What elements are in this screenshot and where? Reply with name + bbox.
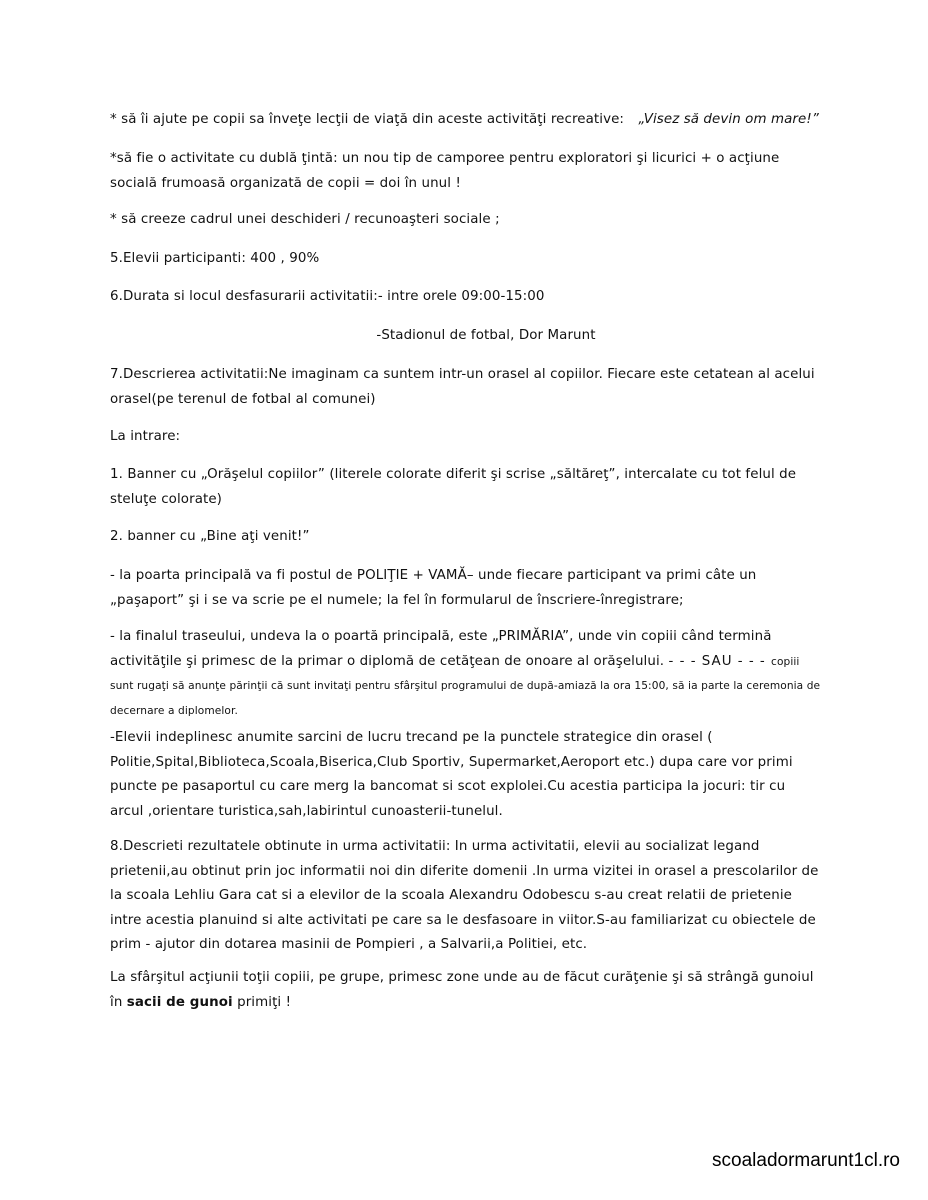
paragraph-text: * să îi ajute pe copii sa înveţe lecţii de viaţă din aceste activităţi recreative: <box>110 112 629 127</box>
small-note: copiii sunt rugaţi să anunţe părinţii că sunt invitaţi pentru sfârşitul programului de după-amiază la ora 15:00, să ia parte la ceremonia de decernare a diplomelor. <box>110 655 821 717</box>
bold-phrase: sacii de gunoi <box>126 994 233 1010</box>
website-footer: scoaladormarunt1cl.ro <box>712 1150 900 1171</box>
paragraph-banner-2: 2. banner cu „Bine aţi venit!” <box>110 529 310 544</box>
paragraph-location <box>110 324 822 349</box>
paragraph-cleanup <box>110 966 822 1015</box>
location-text: -Stadionul de fotbal, Dor Marunt <box>376 328 596 343</box>
paragraph-text-end: primiţi ! <box>232 994 292 1010</box>
paragraph-goal-lessons <box>110 108 822 133</box>
paragraph-police-post: - la poarta principală va fi postul de POLIŢIE + VAMĂ– unde fiecare participant va primi câte un „paşaport” şi i se va scrie pe el numele; la fel în formularul de înscriere-înregistrare; <box>110 568 757 608</box>
paragraph-town-hall <box>110 625 822 723</box>
paragraph-entry-heading: La intrare: <box>110 429 181 444</box>
paragraph-results: 8.Descrieti rezultatele obtinute in urma activitatii: In urma activitatii, elevii au socializat legand prietenii,au obtinut prin joc informatii noi din diferite domenii .In urma vizitei in orasel a prescolarilor de la scoala Lehliu Gara cat si a elevilor de la scoala Alexandru Odobescu s-au creat relatii de prietenie intre acestia planuind si alte activitati pe care sa le desfasoare in viitor.S-au familiarizat cu obiectele de prim - ajutor din dotarea masinii de Pompieri , a Salvarii,a Politiei, etc. <box>110 839 819 952</box>
alternative-separator: - - - SAU - - - <box>668 653 772 669</box>
paragraph-participants: 5.Elevii participanti: 400 , 90% <box>110 251 320 266</box>
paragraph-duration: 6.Durata si locul desfasurarii activitatii:- intre orele 09:00-15:00 <box>110 289 545 304</box>
paragraph-social-opening: * să creeze cadrul unei deschideri / recunoaşteri sociale ; <box>110 212 500 227</box>
paragraph-text: La sfârşitul acţiunii toţii copiii, pe grupe, primesc zone unde au de făcut curăţenie şi să strângă gunoiul în <box>110 970 814 1010</box>
paragraph-tasks: -Elevii indeplinesc anumite sarcini de lucru trecand pe la punctele strategice din orasel ( Politie,Spital,Biblioteca,Scoala,Biserica,Club Sportiv, Supermarket,Aeroport etc.) dupa care vor primi puncte pe pasaportul cu care merg la bancomat si scot explolei.Cu acestia participa la jocuri: tir cu arcul ,orientare turistica,sah,labirintul cunoasterii-tunelul. <box>110 730 793 819</box>
paragraph-dual-target: *să fie o activitate cu dublă ţintă: un nou tip de camporee pentru exploratori şi licurici + o acţiune socială frumoasă organizată de copii = doi în unul ! <box>110 151 780 191</box>
paragraph-description: 7.Descrierea activitatii:Ne imaginam ca suntem intr-un orasel al copiilor. Fiecare este cetatean al acelui orasel(pe terenul de fotbal al comunei) <box>110 367 815 407</box>
paragraph-text: - la finalul traseului, undeva la o poartă principală, este „PRIMĂRIA”, unde vin copiii când termină activităţile şi primesc de la primar o diplomă de cetăţean de onoare al orăşelului. <box>110 629 772 669</box>
paragraph-banner-1: 1. Banner cu „Orăşelul copiilor” (literele colorate diferit şi scrise „săltăreţ”, intercalate cu tot felul de steluţe colorate) <box>110 467 797 507</box>
motto-quote: „Visez să devin om mare!” <box>638 112 819 127</box>
